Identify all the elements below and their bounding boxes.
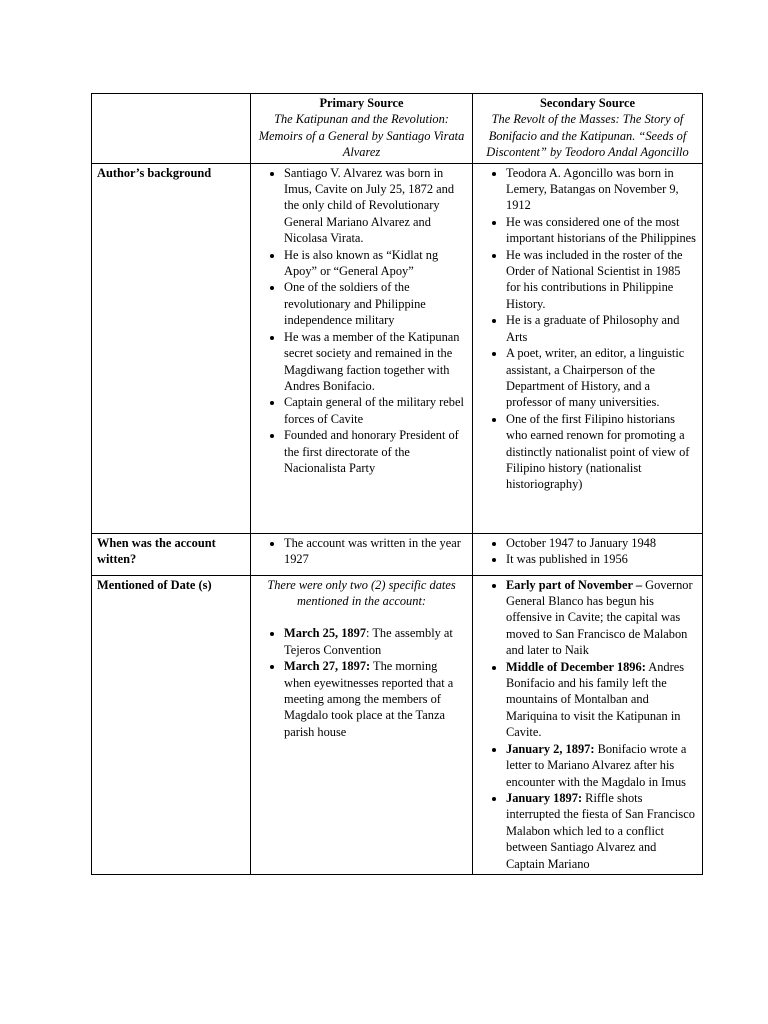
comparison-table xyxy=(91,93,703,875)
list-item: • Santiago V. Alvarez was born in Imus, Cavite on July 25, 1872 and the only child of Revolutionary General Mariano Alvarez and Nicolasa Virata. xyxy=(284,165,467,247)
date-label: March 27, 1897: xyxy=(284,659,371,674)
list-item: • He was included in the roster of the Order of National Scientist in 1985 for his contributions in Philippine History. xyxy=(506,247,697,313)
header-row xyxy=(92,94,703,164)
date-description: Governor General Blanco has begun his offensive in Cavite; the capital was moved to San Francisco de Malabon and later to Naik xyxy=(506,577,693,658)
secondary-dates-list xyxy=(478,577,697,872)
date-label: Early part of November – xyxy=(506,577,643,592)
list-item: • Founded and honorary President of the first directorate of the Nacionalista Party xyxy=(284,427,467,476)
secondary-when-cell xyxy=(473,533,703,575)
dates-row xyxy=(92,575,703,874)
list-item: • October 1947 to January 1948 xyxy=(506,535,697,551)
primary-source-subtitle: The Katipunan and the Revolution: Memoirs of a General by Santiago Virata Alvarez xyxy=(258,112,465,160)
date-separator: : xyxy=(366,626,370,641)
row-label-when: When was the account witten? xyxy=(92,533,251,575)
list-item xyxy=(506,659,697,741)
primary-when-list xyxy=(256,535,467,568)
list-item xyxy=(284,625,467,658)
list-item: • One of the first Filipino historians who earned renown for promoting a distinctly nationalist point of view of Filipino history (nationalist historiography) xyxy=(506,411,697,493)
list-item: • The account was written in the year 1927 xyxy=(284,535,467,568)
date-description: The morning when eyewitnesses reported that a meeting among the members of Magdalo took place at the Tanza parish house xyxy=(284,659,454,739)
date-description: The assembly at Tejeros Convention xyxy=(284,626,453,657)
row-label-dates: Mentioned of Date (s) xyxy=(92,575,251,874)
list-item: • Captain general of the military rebel forces of Cavite xyxy=(284,394,467,427)
date-description: Bonifacio wrote a letter to Mariano Alvarez after his encounter with the Magdalo in Imus xyxy=(506,741,687,789)
when-written-row xyxy=(92,533,703,575)
primary-background-cell xyxy=(251,163,473,533)
secondary-dates-cell xyxy=(473,575,703,874)
secondary-background-cell xyxy=(473,163,703,533)
primary-source-title: Primary Source xyxy=(319,96,404,110)
list-item xyxy=(506,577,697,659)
primary-source-header xyxy=(251,94,473,164)
list-item xyxy=(506,741,697,790)
dates-intro: There were only two (2) specific dates mentioned in the account: xyxy=(267,577,456,609)
date-description: Riffle shots interrupted the fiesta of San Francisco Malabon which led to a conflict between Santiago Alvarez and Captain Mariano xyxy=(506,790,695,871)
list-item: • A poet, writer, an editor, a linguistic assistant, a Chairperson of the Department of History, and a professor of many universities. xyxy=(506,345,697,411)
date-label: Middle of December 1896: xyxy=(506,659,646,674)
primary-dates-cell xyxy=(251,575,473,874)
date-label: March 25, 1897 xyxy=(284,626,367,641)
list-item: • He was a member of the Katipunan secret society and remained in the Magdiwang faction together with Andres Bonifacio. xyxy=(284,329,467,395)
list-item: • He was considered one of the most important historians of the Philippines xyxy=(506,214,697,247)
date-description: Andres Bonifacio and his family left the mountains of Montalban and Mariquina to visit the Katipunan in Cavite. xyxy=(506,659,685,740)
list-item: • He is also known as “Kidlat ng Apoy” or “General Apoy” xyxy=(284,247,467,280)
author-background-row xyxy=(92,163,703,533)
row-label-background: Author’s background xyxy=(92,163,251,533)
list-item: • It was published in 1956 xyxy=(506,551,697,567)
list-item: • One of the soldiers of the revolutionary and Philippine independence military xyxy=(284,279,467,328)
date-label: January 1897: xyxy=(506,790,583,805)
secondary-when-list xyxy=(478,535,697,568)
date-label: January 2, 1897: xyxy=(506,741,595,756)
list-item xyxy=(506,790,697,872)
secondary-source-title: Secondary Source xyxy=(539,96,636,110)
secondary-source-header xyxy=(473,94,703,164)
list-item xyxy=(284,658,467,740)
secondary-background-list xyxy=(478,165,697,493)
secondary-source-subtitle: The Revolt of the Masses: The Story of Bonifacio and the Katipunan. “Seeds of Discontent” by Teodoro Andal Agoncillo xyxy=(486,112,689,160)
corner-cell xyxy=(92,94,251,164)
primary-when-cell xyxy=(251,533,473,575)
primary-dates-list xyxy=(256,625,467,740)
list-item: • Teodora A. Agoncillo was born in Lemery, Batangas on November 9, 1912 xyxy=(506,165,697,214)
list-item: • He is a graduate of Philosophy and Arts xyxy=(506,312,697,345)
primary-background-list xyxy=(256,165,467,477)
